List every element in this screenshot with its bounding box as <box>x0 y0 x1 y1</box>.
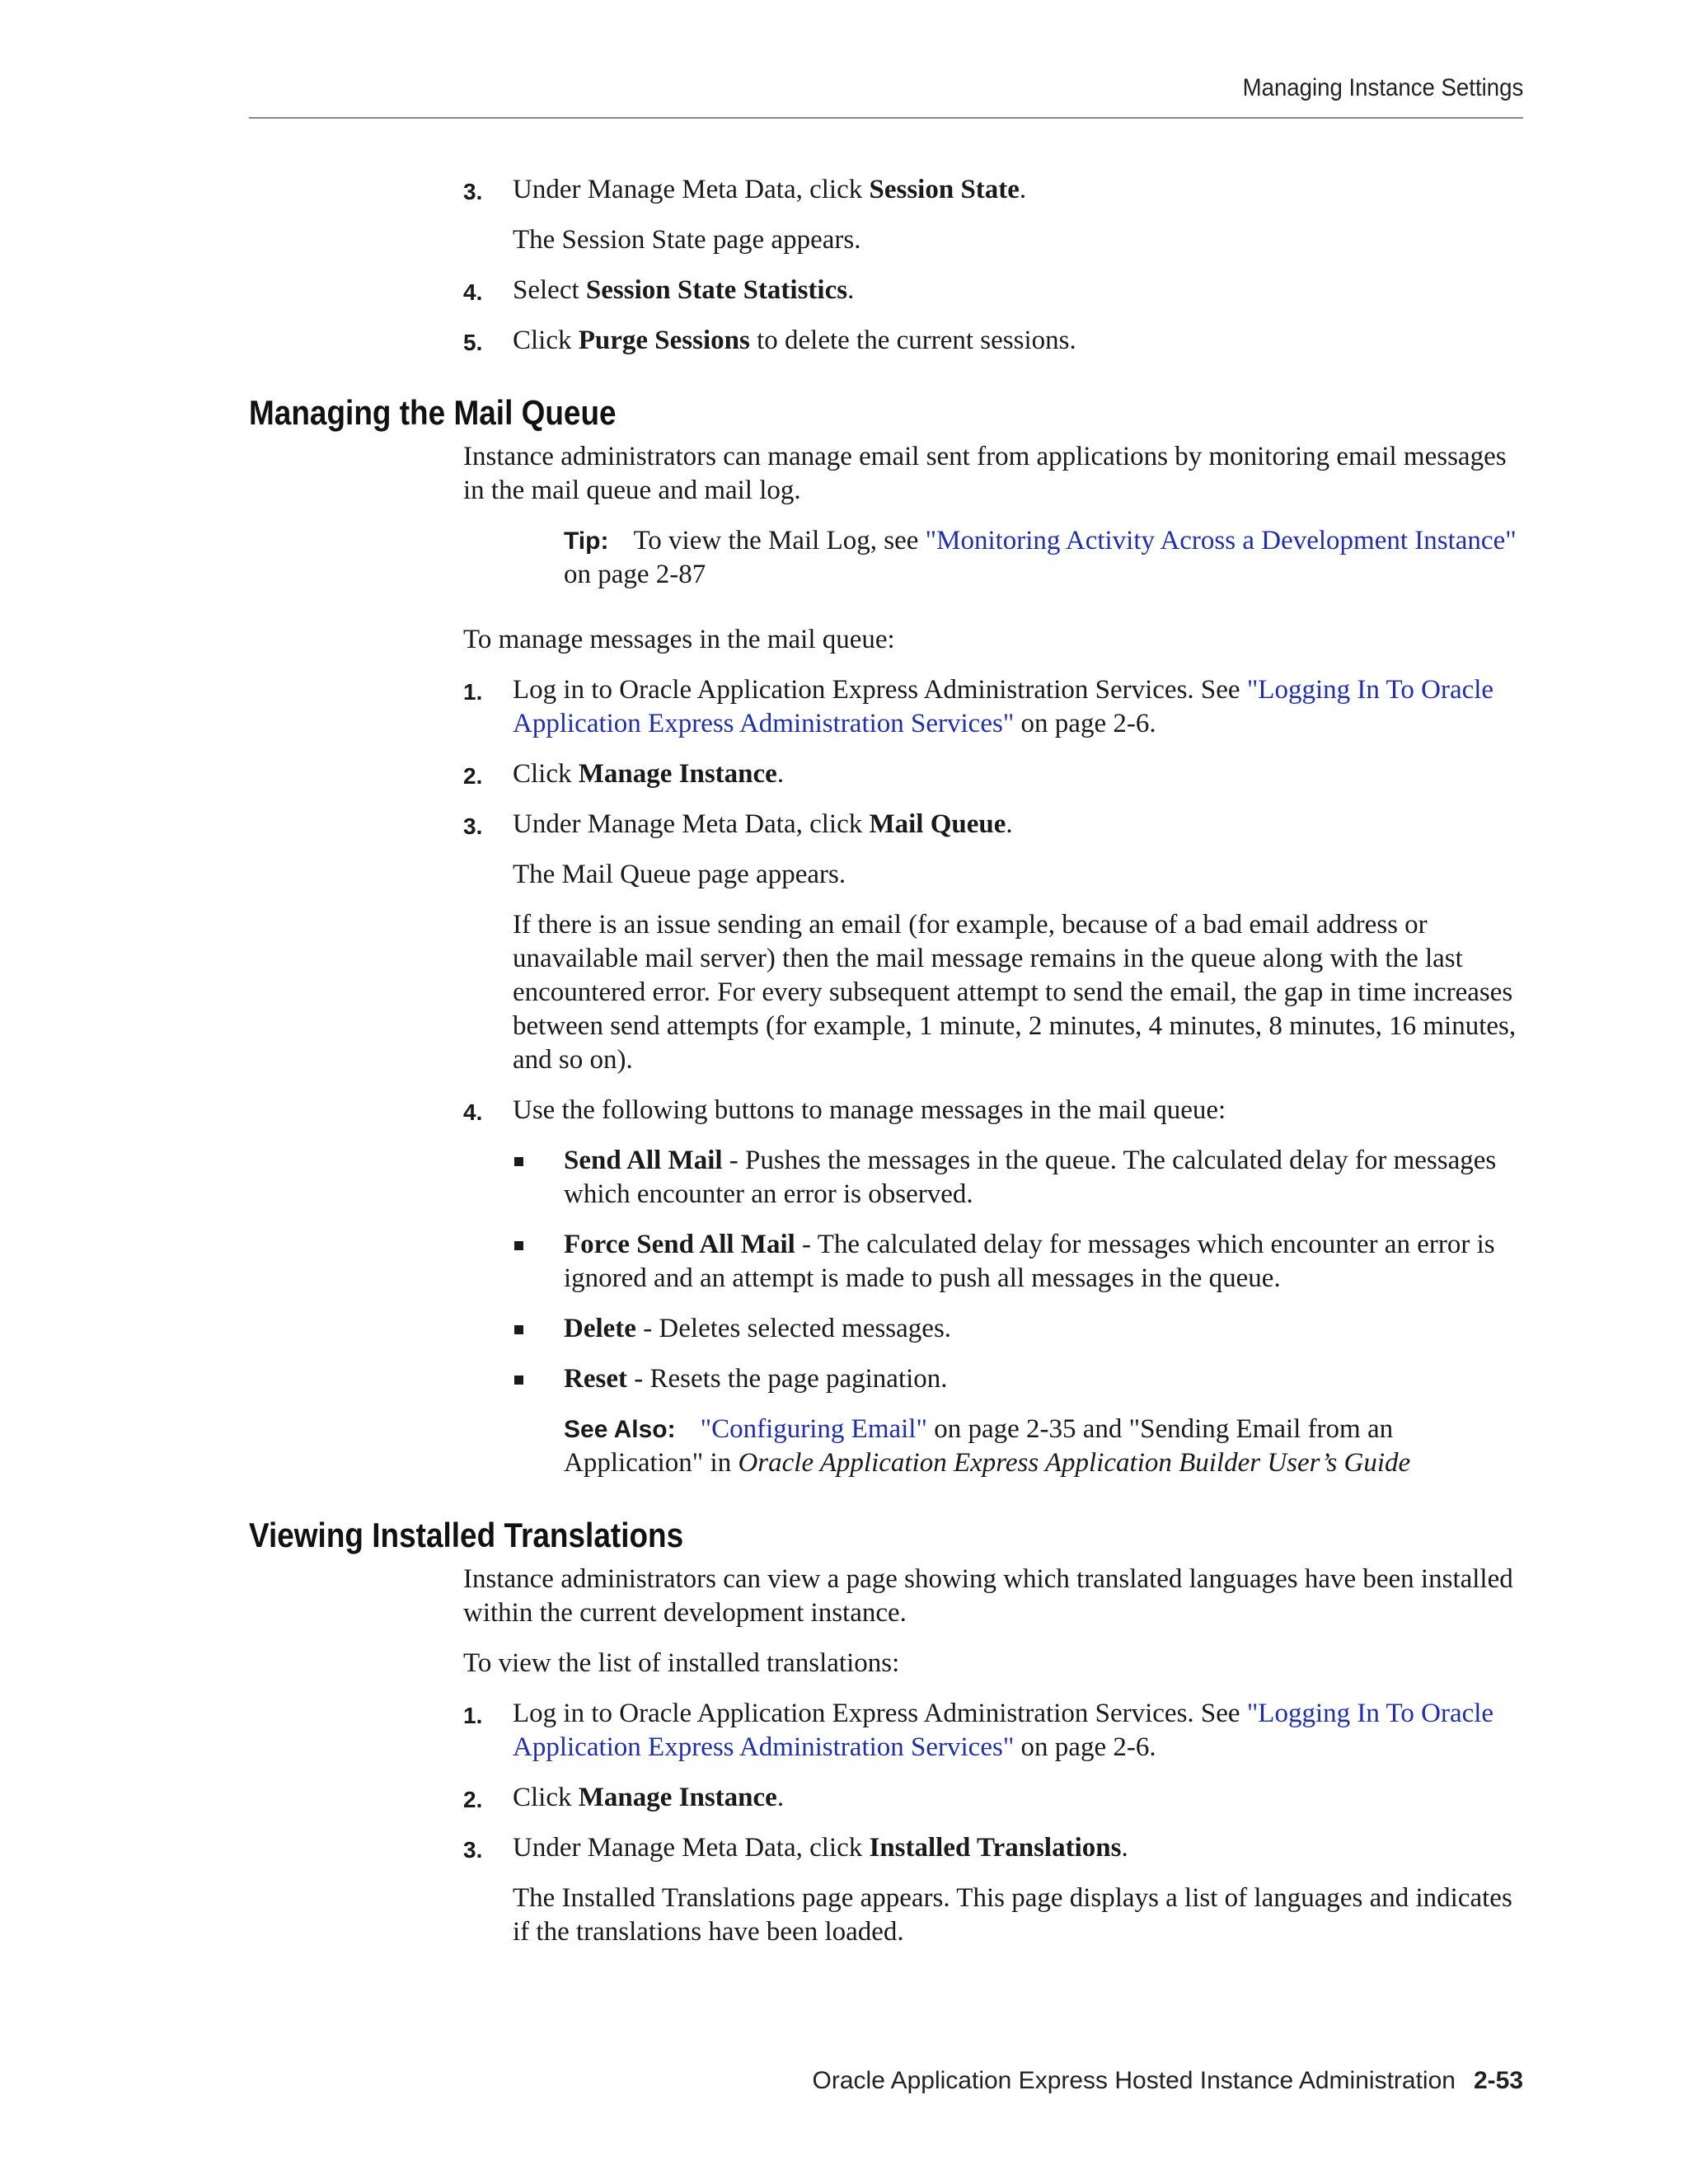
link-logging-in[interactable]: "Logging In To Oracle Application Express Administration Services" <box>513 675 1494 738</box>
bullet-reset: Reset - Resets the page pagination. <box>463 1362 1525 1396</box>
session-step-4: 4. Select Session State Statistics. <box>463 274 1525 307</box>
step-number: 3. <box>463 1837 483 1863</box>
bullet-delete: Delete - Deletes selected messages. <box>463 1312 1525 1346</box>
mail-step-3-result: The Mail Queue page appears. <box>513 860 846 889</box>
translations-intro: Instance administrators can view a page showing which translated languages have been installed within the current development instance. <box>463 1564 1513 1628</box>
tip-note: Tip: To view the Mail Log, see "Monitoring Activity Across a Development Instance" on page 2-87 <box>564 526 1517 589</box>
page-footer <box>813 2067 1523 2095</box>
step-number: 2. <box>463 1787 483 1812</box>
book-title: Oracle Application Express Application Builder User’s Guide <box>738 1448 1411 1478</box>
ui-label-installed-translations: Installed Translations <box>869 1833 1122 1863</box>
link-monitoring-activity[interactable]: "Monitoring Activity Across a Development Instance" <box>925 526 1517 555</box>
mail-step-4: 4. Use the following buttons to manage messages in the mail queue: <box>463 1094 1525 1127</box>
page-number: 2-53 <box>1473 2067 1523 2094</box>
step-number: 4. <box>463 1099 483 1125</box>
tip-label: Tip: <box>564 527 609 555</box>
translations-step-1: 1. Log in to Oracle Application Express Administration Services. See "Logging In To Oracle Application Express Administration Services" on page 2-6. <box>463 1699 1494 1762</box>
bullet-square-icon <box>514 1325 523 1334</box>
page-header <box>249 74 1523 119</box>
step-number: 4. <box>463 279 483 305</box>
step-number: 3. <box>463 179 483 204</box>
running-header-title: Managing Instance Settings <box>1242 74 1523 101</box>
step-number: 1. <box>463 679 483 705</box>
mail-step-3: 3. Under Manage Meta Data, click Mail Queue. <box>463 808 1525 841</box>
ui-label-manage-instance: Manage Instance <box>578 759 777 789</box>
ui-label-session-state: Session State <box>869 175 1020 204</box>
ui-label-purge-sessions: Purge Sessions <box>578 326 750 355</box>
see-also-note: See Also: "Configuring Email" on page 2-35 and "Sending Email from an Application" in Oracle Application Express Application Builder User’s Guide <box>564 1414 1411 1478</box>
mail-queue-lead: To manage messages in the mail queue: <box>463 625 895 654</box>
heading-managing-mail-queue: Managing the Mail Queue <box>249 393 617 432</box>
translations-lead: To view the list of installed translations: <box>463 1648 900 1678</box>
bullet-square-icon <box>514 1241 523 1250</box>
translations-step-3-result: The Installed Translations page appears. This page displays a list of languages and indicates if the translations have been loaded. <box>513 1883 1512 1947</box>
session-step-3-result: The Session State page appears. <box>513 225 861 255</box>
translations-step-2: 2. Click Manage Instance. <box>463 1781 1525 1815</box>
mail-step-2: 2. Click Manage Instance. <box>463 757 1525 791</box>
step-number: 3. <box>463 813 483 839</box>
session-step-5: 5. Click Purge Sessions to delete the current sessions. <box>463 324 1525 358</box>
step-number: 2. <box>463 763 483 789</box>
link-logging-in[interactable]: "Logging In To Oracle Application Express Administration Services" <box>513 1699 1494 1762</box>
link-configuring-email[interactable]: "Configuring Email" <box>700 1414 927 1444</box>
footer-book-title: Oracle Application Express Hosted Instance Administration <box>812 2067 1456 2094</box>
page-content <box>249 173 1525 1966</box>
bullet-square-icon <box>514 1376 523 1385</box>
ui-label-session-state-statistics: Session State Statistics <box>585 275 848 305</box>
session-step-3: 3. Under Manage Meta Data, click Session State. <box>463 173 1525 207</box>
bullet-square-icon <box>514 1157 523 1166</box>
step-number: 5. <box>463 330 483 355</box>
step-number: 1. <box>463 1703 483 1728</box>
mail-queue-intro: Instance administrators can manage email sent from applications by monitoring email messages in the mail queue and mail log. <box>463 442 1507 505</box>
heading-viewing-installed-translations: Viewing Installed Translations <box>249 1516 684 1554</box>
mail-step-3-detail: If there is an issue sending an email (for example, because of a bad email address or unavailable mail server) then the mail message remains in the queue along with the last encountered error. For every subsequent attempt to send the email, the gap in time increases between send attempts (for example, 1 minute, 2 minutes, 4 minutes, 8 minutes, 16 minutes, and so on). <box>513 910 1517 1075</box>
see-also-label: See Also: <box>564 1416 676 1443</box>
translations-step-3: 3. Under Manage Meta Data, click Installed Translations. <box>463 1831 1525 1865</box>
ui-label-mail-queue: Mail Queue <box>869 809 1006 839</box>
bullet-send-all-mail: Send All Mail - Pushes the messages in the queue. The calculated delay for messages which encounter an error is observed. <box>463 1144 1525 1212</box>
bullet-force-send-all-mail: Force Send All Mail - The calculated delay for messages which encounter an error is ignored and an attempt is made to push all messages in the queue. <box>463 1228 1525 1296</box>
ui-label-manage-instance: Manage Instance <box>578 1783 777 1812</box>
mail-step-1: 1. Log in to Oracle Application Express Administration Services. See "Logging In To Oracle Application Express Administration Services" on page 2-6. <box>463 675 1494 738</box>
